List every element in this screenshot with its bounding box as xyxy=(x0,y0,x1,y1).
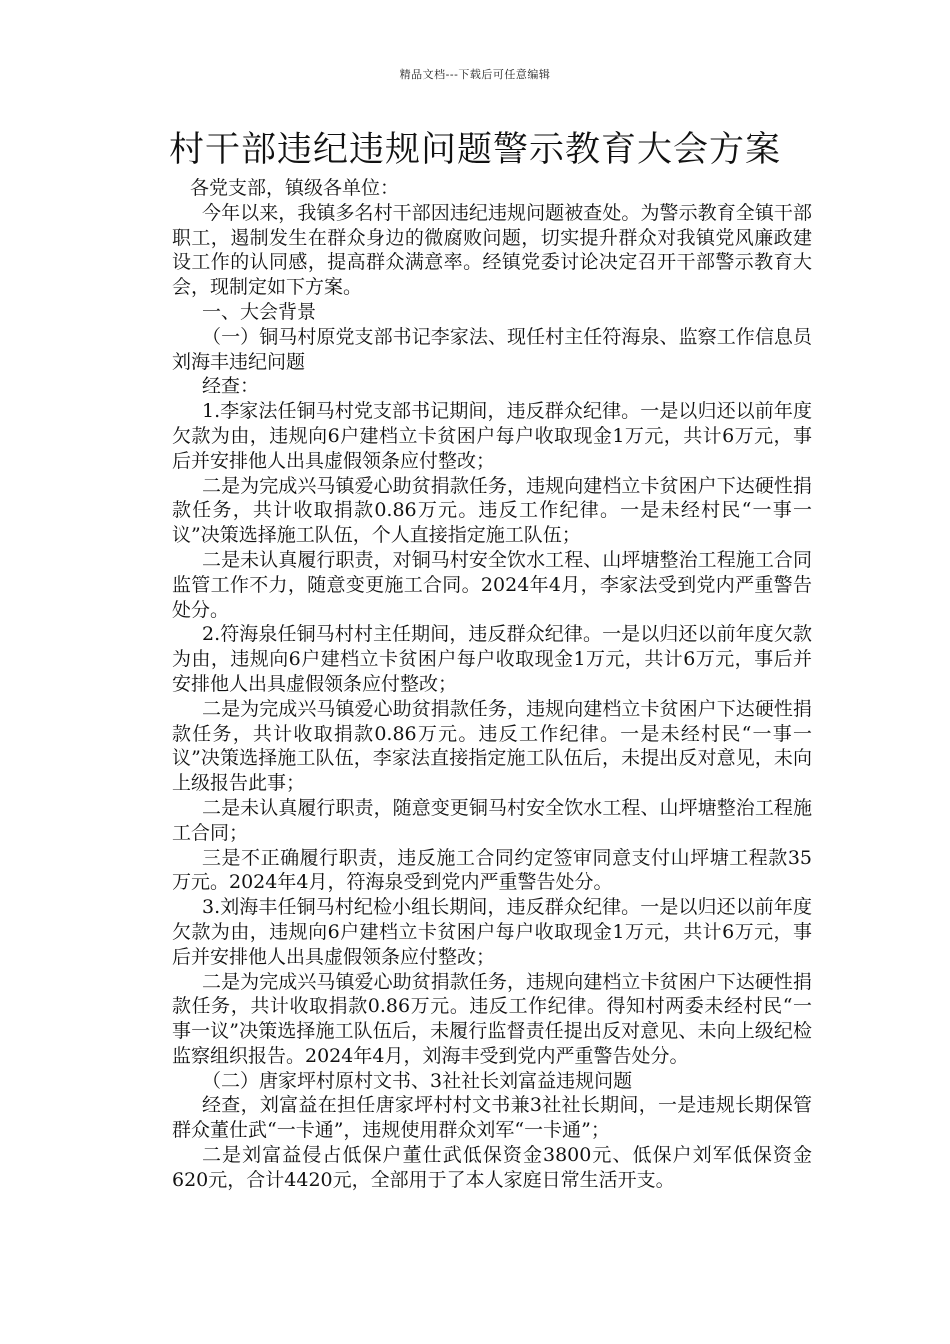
paragraph: 1.李家法任铜马村党支部书记期间，违反群众纪律。一是以归还以前年度欠款为由，违规向6户建档立卡贫困户每户收取现金1万元，共计6万元，事后并安排他人出具虚假领条应付整改； xyxy=(172,400,812,472)
document-title: 村干部违纪违规问题警示教育大会方案 xyxy=(168,130,781,170)
paragraph: 2.符海泉任铜马村村主任期间，违反群众纪律。一是以归还以前年度欠款为由，违规向6户建档立卡贫困户每户收取现金1万元，共计6万元，事后并安排他人出具虚假领条应付整改； xyxy=(172,623,812,695)
paragraph: 二是为完成兴马镇爱心助贫捐款任务，违规向建档立卡贫困户下达硬性捐款任务，共计收取捐款0.86万元。违反工作纪律。一是未经村民“一事一议”决策选择施工队伍，个人直接指定施工队伍； xyxy=(172,474,812,547)
paragraph: 3.刘海丰任铜马村纪检小组长期间，违反群众纪律。一是以归还以前年度欠款为由，违规向6户建档立卡贫困户每户收取现金1万元，共计6万元，事后并安排他人出具虚假领条应付整改； xyxy=(172,896,812,968)
paragraph: 二是刘富益侵占低保户董仕武低保资金3800元、低保户刘军低保资金620元，合计4420元，全部用于了本人家庭日常生活开支。 xyxy=(172,1144,812,1191)
subsection-heading: （一）铜马村原党支部书记李家法、现任村主任符海泉、监察工作信息员刘海丰违纪问题 xyxy=(172,325,812,373)
paragraph: 二是为完成兴马镇爱心助贫捐款任务，违规向建档立卡贫困户下达硬性捐款任务，共计收取捐款0.86万元。违反工作纪律。得知村两委未经村民“一事一议”决策选择施工队伍后，未履行监督责任提出反对意见、未向上级纪检监察组织报告。2024年4月，刘海丰受到党内严重警告处分。 xyxy=(172,970,812,1067)
paragraph: 二是未认真履行职责，随意变更铜马村安全饮水工程、山坪塘整治工程施工合同； xyxy=(172,796,812,844)
subsection-heading: （二）唐家坪村原村文书、3社社长刘富益违规问题 xyxy=(202,1069,633,1092)
greeting: 各党支部，镇级各单位： xyxy=(190,177,400,199)
document-body xyxy=(172,176,812,1193)
header-note: 精品文档---下载后可任意编辑 xyxy=(399,68,551,81)
paragraph: 二是为完成兴马镇爱心助贫捐款任务，违规向建档立卡贫困户下达硬性捐款任务，共计收取捐款0.86万元。违反工作纪律。一是未经村民“一事一议”决策选择施工队伍，李家法直接指定施工队伍后，未提出反对意见，未向上级报告此事； xyxy=(172,697,812,795)
section-heading: 一、大会背景 xyxy=(202,300,317,323)
paragraph: 三是不正确履行职责，违反施工合同约定签审同意支付山坪塘工程款35万元。2024年4月，符海泉受到党内严重警告处分。 xyxy=(172,846,812,894)
paragraph: 二是未认真履行职责，对铜马村安全饮水工程、山坪塘整治工程施工合同监管工作不力，随意变更施工合同。2024年4月，李家法受到党内严重警告处分。 xyxy=(172,548,812,621)
intro-paragraph: 今年以来，我镇多名村干部因违纪违规问题被查处。为警示教育全镇干部职工，遏制发生在群众身边的微腐败问题，切实提升群众对我镇党风廉政建设工作的认同感，提高群众满意率。经镇党委讨论决定召开干部警示教育大会，现制定如下方案。 xyxy=(172,201,812,299)
paragraph: 经查，刘富益在担任唐家坪村村文书兼3社社长期间，一是违规长期保管群众董仕武“一卡通”，违规使用群众刘军“一卡通”； xyxy=(172,1094,812,1142)
paragraph: 经查： xyxy=(202,375,260,398)
